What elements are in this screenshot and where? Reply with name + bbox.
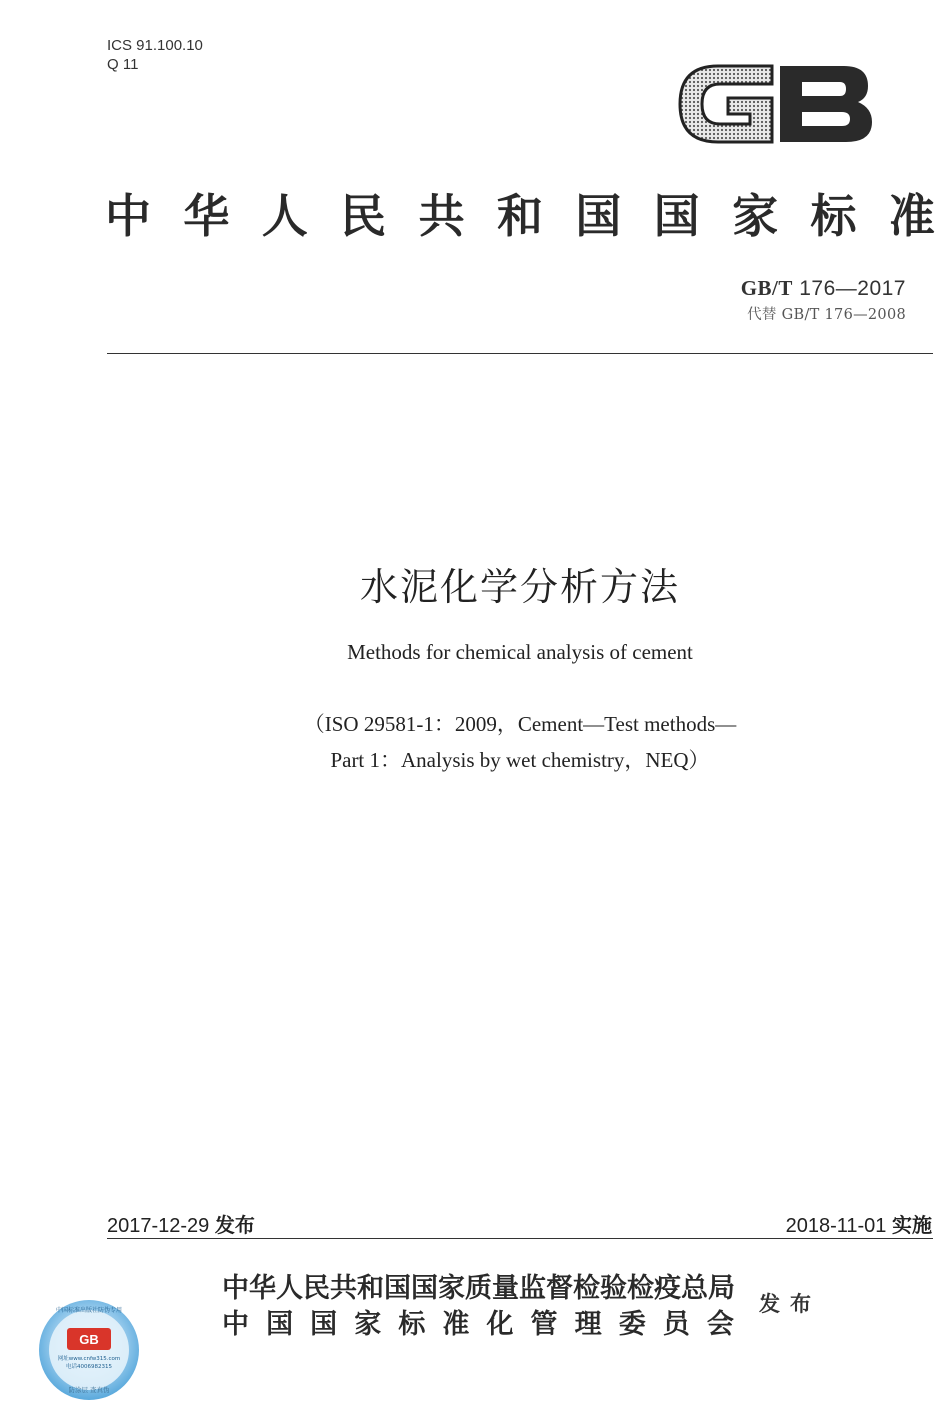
replaces-standard: 代替 GB/T 176—2008 [747, 307, 906, 323]
issuer-char: 检 [573, 1272, 600, 1304]
issuer-char: 质 [465, 1272, 492, 1304]
issuer-char: 检 [627, 1272, 654, 1304]
issue-label: 发布 [214, 1213, 255, 1237]
seal-logo-text: GB [79, 1332, 99, 1347]
classification-codes [107, 36, 203, 74]
title-char: 家 [732, 189, 779, 243]
issuer-line-1 [222, 1268, 734, 1302]
issuer-char: 督 [546, 1272, 573, 1304]
issuer-char: 局 [708, 1272, 735, 1304]
implement-date: 2018-11-01 [785, 1215, 887, 1237]
issuer-char: 中 [222, 1308, 249, 1340]
issuer-char: 华 [249, 1272, 276, 1304]
issuer-char: 家 [354, 1308, 382, 1340]
issuer-line-2 [222, 1304, 734, 1338]
seal-top-text: 中国标准出版社防伪专用 [55, 1307, 123, 1314]
seal-phone-text: 电话4006982315 [66, 1364, 112, 1370]
implement-date-block [786, 1209, 932, 1238]
issuer-char: 和 [357, 1272, 384, 1304]
ics-code: ICS 91.100.10 [107, 37, 203, 54]
issuer-char: 量 [492, 1272, 519, 1304]
issuer-char: 验 [600, 1272, 627, 1304]
issuer-char: 中 [222, 1272, 249, 1304]
issuer-char: 化 [486, 1308, 514, 1340]
issuer-char: 疫 [654, 1272, 681, 1304]
national-standard-title [105, 188, 935, 244]
title-char: 人 [261, 189, 308, 243]
iso-reference-line1: （ISO 29581-1：2009，Cement—Test methods— [303, 712, 737, 736]
gb-logo-icon [676, 52, 876, 156]
title-char: 和 [496, 189, 543, 243]
issuer-char: 民 [303, 1272, 330, 1304]
title-char: 民 [340, 189, 387, 243]
issue-date-block [107, 1209, 255, 1238]
issuer-char: 总 [681, 1272, 708, 1304]
title-char: 国 [653, 189, 700, 243]
issuer-char: 人 [276, 1272, 303, 1304]
title-char: 中 [105, 189, 151, 243]
issuer-char: 委 [618, 1308, 646, 1340]
issuer-char: 国 [310, 1308, 338, 1340]
title-char: 标 [810, 189, 857, 243]
publish-label: 发布 [759, 1291, 821, 1316]
standard-prefix: GB/T [740, 276, 793, 300]
issuer-char: 会 [706, 1308, 734, 1340]
title-char: 华 [183, 189, 230, 243]
issuer-char: 标 [398, 1308, 426, 1340]
issuer-char: 共 [330, 1272, 357, 1304]
issuer-char: 理 [574, 1308, 602, 1340]
issuer-char: 国 [411, 1272, 438, 1304]
issue-date: 2017-12-29 [107, 1215, 210, 1237]
issuer-char: 管 [530, 1308, 558, 1340]
anti-counterfeit-seal-icon [37, 1298, 141, 1402]
issuer-char: 国 [384, 1272, 411, 1304]
standard-number-line [741, 276, 906, 301]
title-char: 国 [575, 189, 622, 243]
title-char: 准 [888, 189, 935, 243]
document-title-en: Methods for chemical analysis of cement [347, 640, 693, 664]
issuer-char: 准 [442, 1308, 470, 1340]
standard-number: 176—2017 [799, 277, 906, 300]
issuer-char: 国 [266, 1308, 294, 1340]
issuer-char: 家 [438, 1272, 465, 1304]
seal-bottom-text: 防涂层 查真伪 [68, 1386, 110, 1394]
standard-code-block [741, 276, 906, 324]
issuer-char: 监 [519, 1272, 546, 1304]
top-divider [107, 353, 933, 354]
issuer-char: 员 [662, 1308, 690, 1340]
bottom-divider [107, 1238, 933, 1239]
implement-label: 实施 [892, 1213, 932, 1237]
document-title-cn: 水泥化学分析方法 [359, 565, 680, 609]
title-char: 共 [418, 189, 465, 243]
ccs-code: Q 11 [107, 56, 139, 73]
iso-reference-line2: Part 1：Analysis by wet chemistry，NEQ） [330, 748, 710, 772]
seal-web-text: 网址www.cnfw315.com [57, 1356, 121, 1362]
